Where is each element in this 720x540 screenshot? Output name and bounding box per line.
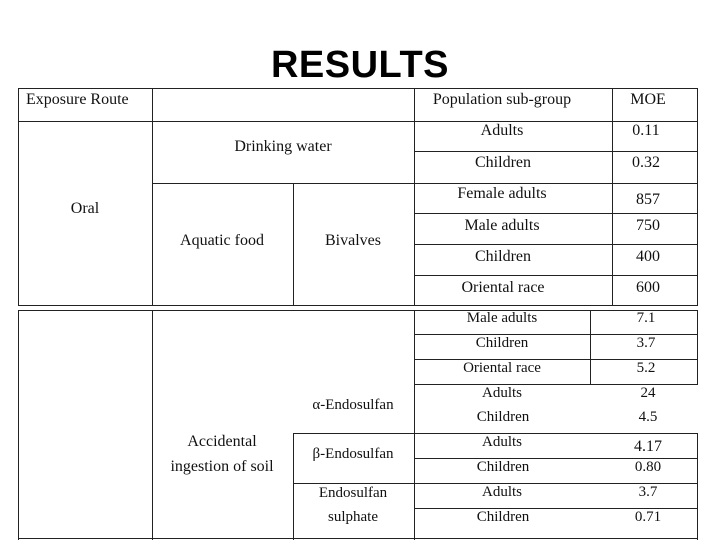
- table-cell-moe: 4.17: [634, 438, 662, 455]
- table-cell-group: Male adults: [464, 217, 540, 234]
- substance-beta-endosulfan: β-Endosulfan: [312, 446, 394, 462]
- substance-sulphate: sulphate: [328, 509, 378, 525]
- table-rule: [414, 359, 698, 360]
- header-exposure-route: Exposure Route: [26, 91, 129, 108]
- table-rule: [152, 183, 698, 184]
- table-cell-moe: 750: [636, 217, 660, 234]
- table-cell-group: Children: [475, 248, 531, 265]
- source-drinking-water: Drinking water: [234, 138, 332, 155]
- table-rule: [18, 88, 698, 89]
- table-cell-moe: 7.1: [636, 310, 656, 326]
- table-rule: [18, 310, 698, 311]
- table-cell-group: Children: [476, 509, 530, 525]
- table-cell-group: Oriental race: [461, 279, 545, 296]
- table-cell-moe: 5.2: [636, 360, 656, 376]
- table-rule: [152, 310, 153, 540]
- table-rule: [414, 151, 698, 152]
- route-oral: Oral: [70, 200, 100, 217]
- source-aquatic-food: Aquatic food: [180, 232, 264, 249]
- table-rule: [414, 213, 698, 214]
- table-cell-group: Female adults: [457, 185, 547, 202]
- table-cell-moe: 600: [636, 279, 660, 296]
- table-cell-group: Male adults: [466, 310, 538, 326]
- table-rule: [414, 244, 698, 245]
- table-rule: [697, 433, 698, 540]
- table-cell-moe: 857: [636, 191, 660, 208]
- table-rule: [293, 433, 294, 540]
- table-rule: [414, 310, 415, 540]
- table-rule: [18, 88, 19, 305]
- substance-endosulfan: Endosulfan: [318, 485, 388, 501]
- table-rule: [18, 305, 698, 306]
- table-cell-moe: 3.7: [636, 335, 656, 351]
- table-cell-group: Adults: [481, 385, 523, 401]
- table-cell-group: Adults: [481, 434, 523, 450]
- header-population: Population sub-group: [432, 91, 572, 108]
- table-rule: [18, 310, 19, 540]
- table-cell-moe: 24: [640, 385, 656, 401]
- substance-alpha-endosulfan: α-Endosulfan: [312, 397, 394, 413]
- table-rule: [152, 88, 153, 305]
- table-cell-moe: 0.32: [632, 154, 660, 171]
- table-rule: [697, 88, 698, 305]
- route-ingestion-soil: ingestion of soil: [170, 458, 274, 475]
- table-cell-group: Oriental race: [463, 360, 541, 376]
- table-rule: [590, 310, 591, 384]
- table-cell-moe: 0.80: [634, 459, 662, 475]
- table-cell-group: Children: [476, 459, 530, 475]
- table-rule: [293, 183, 294, 305]
- table-cell-group: Adults: [481, 484, 523, 500]
- table-cell-moe: 3.7: [638, 484, 658, 500]
- route-accidental: Accidental: [187, 433, 257, 450]
- table-rule: [414, 275, 698, 276]
- source-bivalves: Bivalves: [325, 232, 381, 249]
- table-cell-group: Children: [475, 335, 529, 351]
- table-cell-moe: 0.11: [632, 122, 660, 139]
- table-rule: [18, 121, 698, 122]
- table-rule: [612, 88, 613, 305]
- table-rule: [18, 538, 698, 539]
- table-cell-moe: 4.5: [638, 409, 658, 425]
- table-rule: [414, 88, 415, 305]
- header-moe: MOE: [630, 91, 666, 108]
- table-rule: [697, 310, 698, 384]
- table-cell-moe: 400: [636, 248, 660, 265]
- table-cell-group: Children: [475, 154, 531, 171]
- slide-title: RESULTS: [270, 44, 450, 86]
- table-cell-group: Children: [476, 409, 530, 425]
- table-cell-moe: 0.71: [634, 509, 662, 525]
- table-cell-group: Adults: [480, 122, 524, 139]
